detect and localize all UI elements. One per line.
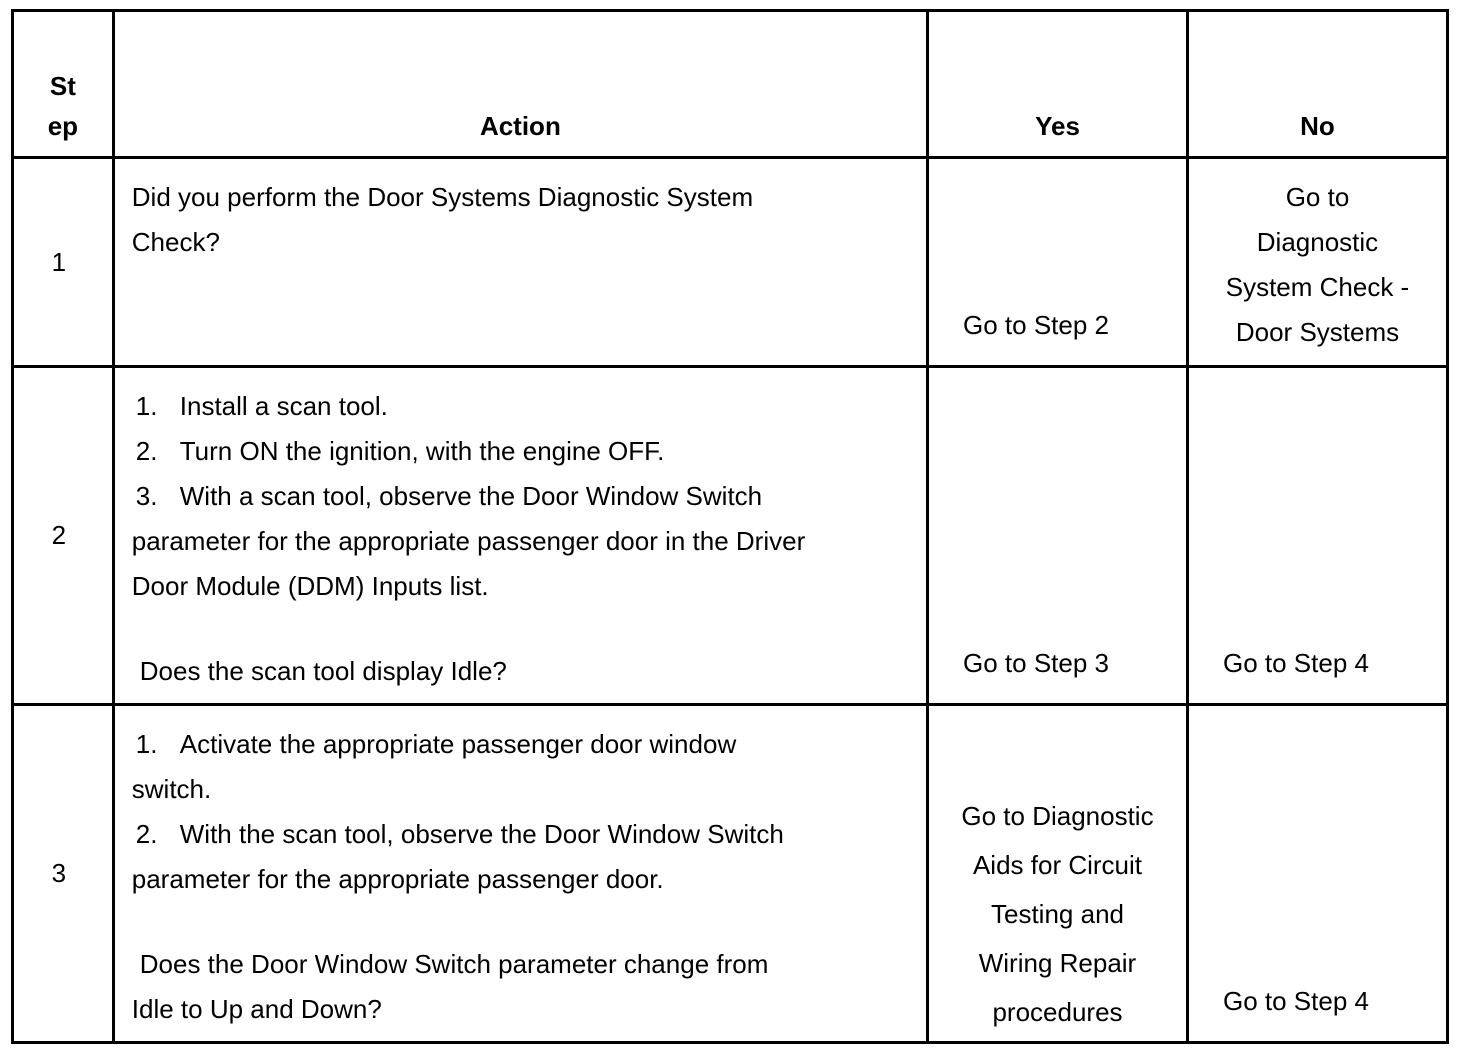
yes-cell: Go to Step 2: [928, 158, 1188, 367]
no-cell: Go to Step 4: [1187, 367, 1447, 705]
table-row: [13, 705, 1448, 1043]
header-row: [13, 11, 1448, 158]
action-cell: Did you perform the Door Systems Diagnostic System Check?: [113, 158, 927, 367]
step-number: 3: [13, 705, 114, 1043]
header-no: No: [1187, 11, 1447, 158]
table-row: [13, 367, 1448, 705]
header-step: St ep: [13, 11, 114, 158]
yes-cell: Go to Step 3: [928, 367, 1188, 705]
header-action: Action: [113, 11, 927, 158]
yes-cell: Go to Diagnostic Aids for Circuit Testing and Wiring Repair procedures: [928, 705, 1188, 1043]
table-row: [13, 158, 1448, 367]
step-number: 2: [13, 367, 114, 705]
diagnostic-table: [11, 9, 1449, 1044]
action-cell: 1. Install a scan tool. 2. Turn ON the ignition, with the engine OFF. 3. With a scan tool, observe the Door Window Switch parameter for the appropriate passenger door in the Driver Door Module (DDM) Inputs list. Does the scan tool display Idle?: [113, 367, 927, 705]
step-number: 1: [13, 158, 114, 367]
no-cell: Go to Step 4: [1187, 705, 1447, 1043]
header-yes: Yes: [928, 11, 1188, 158]
no-cell: Go to Diagnostic System Check - Door Systems: [1187, 158, 1447, 367]
action-cell: 1. Activate the appropriate passenger door window switch. 2. With the scan tool, observe the Door Window Switch parameter for the appropriate passenger door. Does the Door Window Switch parameter change from Idle to Up and Down?: [113, 705, 927, 1043]
